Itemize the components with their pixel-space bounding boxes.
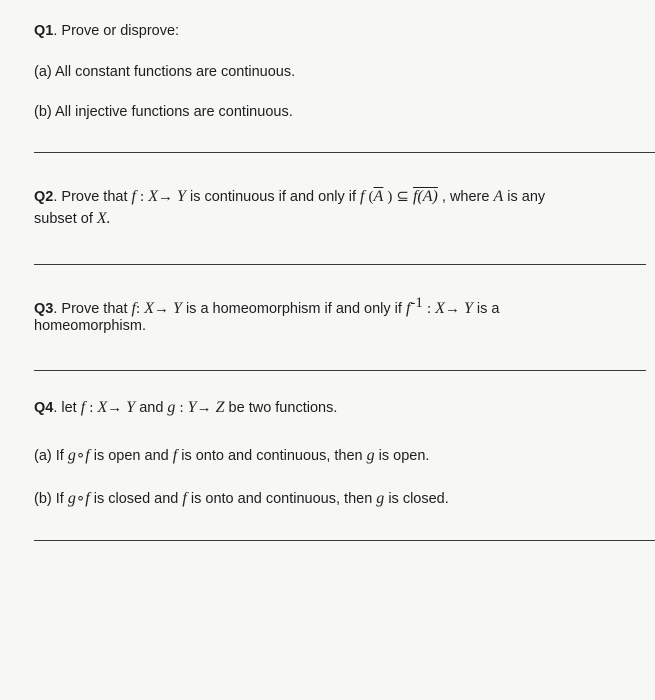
q4-math-x: X bbox=[97, 399, 108, 416]
q4-math-z: Z bbox=[215, 399, 225, 416]
q2-text-5: subset of bbox=[34, 211, 93, 227]
q2-number: Q2 bbox=[34, 189, 54, 205]
divider-2 bbox=[34, 264, 646, 265]
q3-text-1: . Prove that bbox=[53, 300, 128, 317]
q2-math-f2: f bbox=[360, 188, 365, 205]
q4-math-y2: Y bbox=[187, 399, 197, 416]
q2-math-closure-fa: f(A) bbox=[412, 188, 438, 205]
q4-math-arrow: → bbox=[107, 400, 123, 416]
q4-math-f: f bbox=[80, 399, 86, 416]
q2-math-y: Y bbox=[177, 188, 186, 205]
q4b-text-3: is onto and continuous, then bbox=[190, 491, 373, 507]
q3-math-x: X bbox=[144, 299, 154, 317]
q3-text-3: is a bbox=[476, 300, 500, 317]
q3-line-1 bbox=[34, 294, 499, 318]
q2-math-x2: X. bbox=[96, 210, 111, 227]
q4a-math-f: f bbox=[85, 447, 90, 464]
q2-math-lparen: ( bbox=[368, 189, 374, 205]
q1-title: . Prove or disprove: bbox=[53, 23, 180, 39]
q3-math-colon: : bbox=[135, 300, 141, 317]
q3-math-x2: X bbox=[435, 299, 445, 317]
q2-math-closure-a: $\overline{A}$ bbox=[373, 188, 384, 205]
q4-text-2: be two functions. bbox=[228, 400, 338, 416]
q3-number: Q3 bbox=[34, 300, 54, 317]
divider-4 bbox=[34, 540, 655, 541]
q4a-math-g2: g bbox=[366, 447, 375, 464]
divider-3 bbox=[34, 370, 646, 371]
q4b-text-2: is closed and bbox=[93, 491, 179, 507]
q2-text-4: is any bbox=[507, 189, 546, 205]
q4b-math-f: f bbox=[85, 490, 90, 507]
q2-text-1: . Prove that bbox=[53, 189, 128, 205]
q2-math-x: X bbox=[148, 188, 158, 205]
q1-part-a: (a) All constant functions are continuous. bbox=[34, 64, 296, 80]
q4b-math-g2: g bbox=[376, 490, 385, 507]
q2-math-arrow: → bbox=[158, 189, 173, 205]
q4-line-1 bbox=[34, 399, 337, 417]
q3-math-f: f bbox=[131, 299, 136, 317]
q4-math-g: g bbox=[167, 399, 176, 416]
q4a-text-4: is open. bbox=[378, 448, 430, 464]
q4a-math-g: g bbox=[67, 447, 76, 464]
q3-math-y2: Y bbox=[463, 299, 473, 317]
q4a-math-compose: ∘ bbox=[75, 448, 86, 464]
q2-math-f: f bbox=[131, 188, 136, 205]
q4-part-a bbox=[34, 447, 429, 465]
q3-math-arrow2: → bbox=[444, 300, 460, 317]
q2-math-a: A bbox=[493, 188, 504, 205]
q4-math-y: Y bbox=[126, 399, 136, 416]
q4b-math-g: g bbox=[67, 490, 76, 507]
q4-math-colon: : bbox=[89, 400, 94, 416]
q4-text-and: and bbox=[139, 400, 164, 416]
q1-part-b: (b) All injective functions are continuous. bbox=[34, 104, 293, 120]
q2-line-2 bbox=[34, 210, 111, 228]
q2-text-2: is continuous if and only if bbox=[189, 189, 357, 205]
q4a-text-1: (a) If bbox=[34, 448, 64, 464]
q2-line-1 bbox=[34, 188, 545, 206]
q4-math-arrow2: → bbox=[196, 400, 212, 416]
q4a-math-f2: f bbox=[172, 447, 178, 464]
q4b-math-f2: f bbox=[182, 490, 187, 507]
q2-math-rparen: ) bbox=[387, 189, 393, 205]
divider-1 bbox=[34, 152, 655, 153]
q4-text-1: . let bbox=[53, 400, 77, 416]
q4a-text-3: is onto and continuous, then bbox=[181, 448, 363, 464]
q4-number: Q4 bbox=[34, 400, 54, 416]
q3-text-2: is a homeomorphism if and only if bbox=[185, 300, 402, 317]
q3-math-finv: f bbox=[405, 299, 411, 317]
q3-line-2: homeomorphism. bbox=[34, 318, 147, 334]
q3-math-y: Y bbox=[173, 299, 182, 317]
q3-math-arrow: → bbox=[153, 300, 169, 317]
q1-number: Q1 bbox=[34, 23, 54, 39]
q2-math-colon: : bbox=[140, 189, 145, 205]
q4-math-colon2: : bbox=[179, 400, 184, 416]
q2-math-subseteq: ⊆ bbox=[396, 189, 409, 205]
q4b-text-4: is closed. bbox=[388, 491, 449, 507]
q4-part-b bbox=[34, 490, 449, 508]
q2-text-3: , where bbox=[441, 189, 490, 205]
q4b-math-compose: ∘ bbox=[75, 491, 86, 507]
q1-heading bbox=[34, 22, 179, 40]
q4a-text-2: is open and bbox=[93, 448, 169, 464]
q3-math-colon2: : bbox=[426, 300, 432, 317]
q3-math-inverse-exp: -1 bbox=[410, 295, 423, 311]
q4b-text-1: (b) If bbox=[34, 491, 64, 507]
